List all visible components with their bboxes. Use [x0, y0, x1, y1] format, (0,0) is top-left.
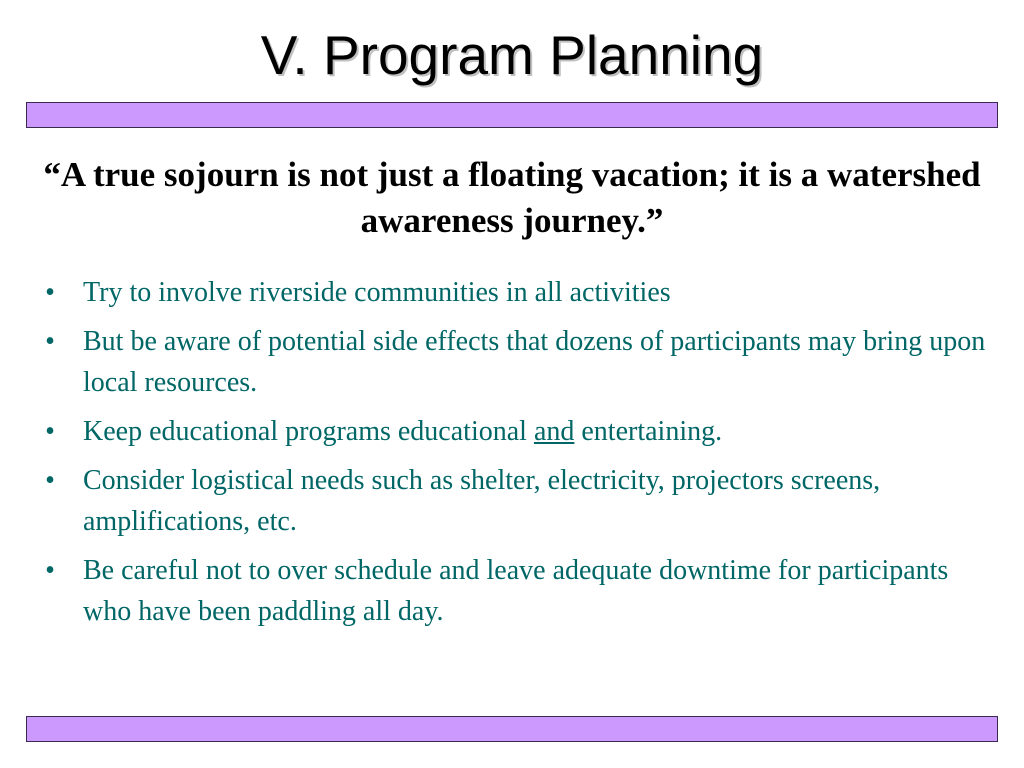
bottom-decorative-bar [26, 716, 998, 742]
bullet-marker: • [45, 416, 55, 447]
bullet-text-part: Keep educational programs educational [83, 416, 534, 447]
bullet-text: Consider logistical needs such as shelter, electricity, projectors screens, amplifications, etc. [83, 465, 881, 537]
top-decorative-bar [26, 102, 998, 128]
bullet-marker: • [45, 465, 55, 496]
quote-text: “A true sojourn is not just a floating vacation; it is a watershed awareness journey.” [43, 155, 981, 240]
bullet-text: Be careful not to over schedule and leave adequate downtime for participants who have been paddling all day. [83, 555, 949, 627]
bullet-list [40, 272, 990, 640]
bullet-marker: • [45, 277, 55, 308]
bullet-item [40, 411, 990, 452]
bullet-text-part: entertaining. [574, 416, 723, 447]
slide-title: V. Program Planning [260, 24, 764, 86]
bullet-marker: • [45, 555, 55, 586]
bullet-text: But be aware of potential side effects that dozens of participants may bring upon local resources. [83, 326, 986, 398]
bullet-item [40, 272, 990, 313]
bullet-item [40, 321, 990, 403]
bullet-text [83, 416, 722, 447]
bullet-item [40, 550, 990, 632]
underlined-word: and [533, 416, 575, 447]
bullet-marker: • [45, 326, 55, 357]
bullet-item [40, 460, 990, 542]
bullet-text: Try to involve riverside communities in all activities [83, 277, 671, 308]
